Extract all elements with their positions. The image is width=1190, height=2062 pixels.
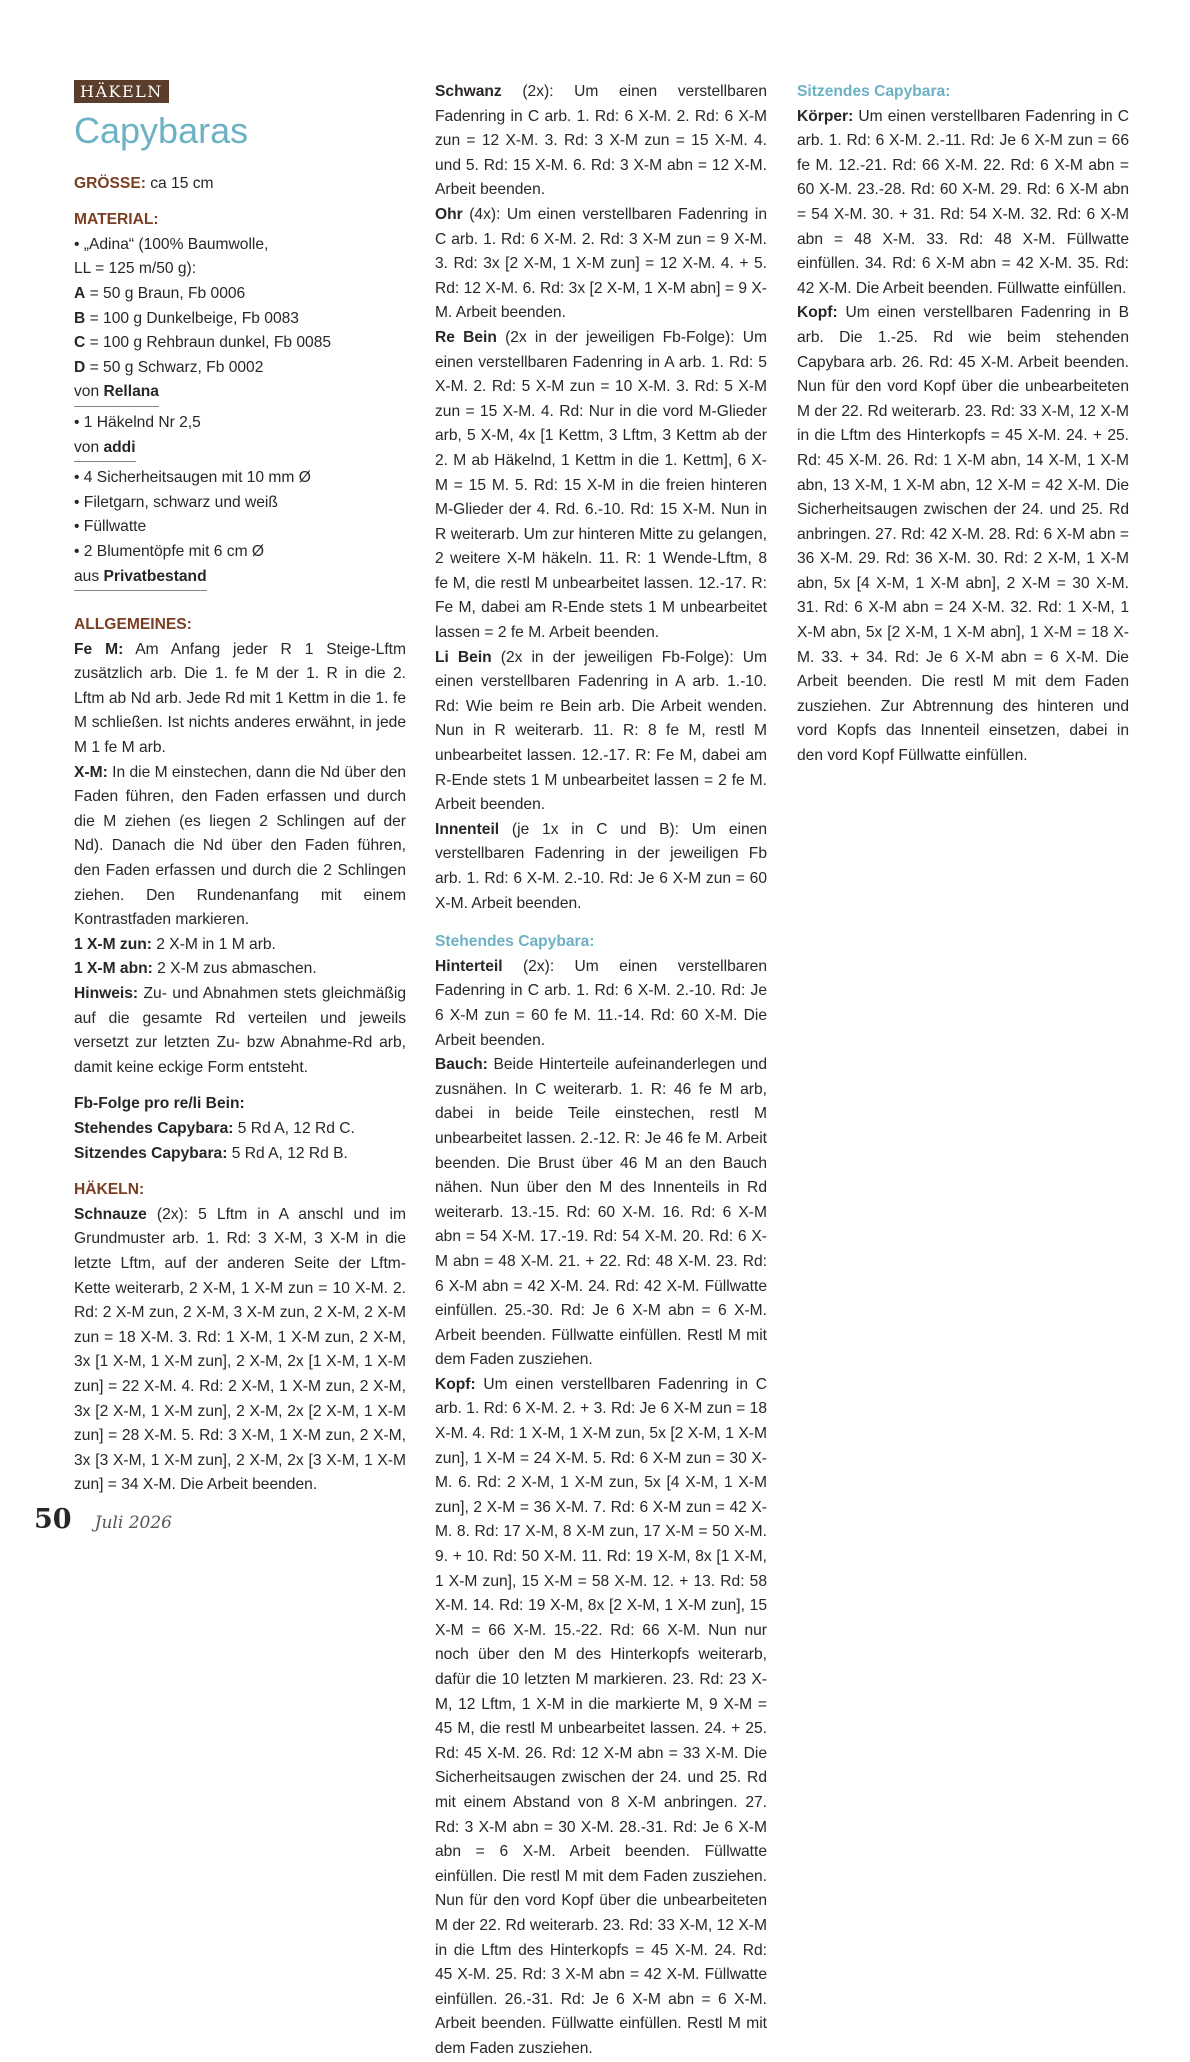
sitting-head-paragraph: Kopf: Um einen verstellbaren Fadenring in B arb. Die 1.-25. Rd wie beim stehenden Capybara arb. 26. Rd: 45 X-M. Arbeit beenden. Nun für den vord Kopf über die unbearbeiteten M der 22. Rd weiterarb. 23. Rd: 33 X-M, 12 X-M in die Lftm des Hinterkopfs = 45 X-M. 24. + 25. Rd: 45 X-M. 26. Rd: 1 X-M abn, 14 X-M, 1 X-M abn, 13 X-M, 1 X-M abn, 12 X-M = 42 X-M. Die Sicherheitsaugen zwischen der 24. und 25. Rd anbringen. 27. Rd: 42 X-M. 28. Rd: 6 X-M abn = 36 X-M. 29. Rd: 36 X-M. 30. Rd: 2 X-M, 1 X-M abn, 5x [4 X-M, 1 X-M abn], 2 X-M = 30 X-M. 31. Rd: 6 X-M abn = 24 X-M. 32. Rd: 1 X-M, 1 X-M abn, 5x [2 X-M, 1 X-M abn], 1 X-M = 18 X-M. 33. + 34. Rd: Je 6 X-M abn = 6 X-M. Die Arbeit beenden. Die restl M mit dem Faden zusziehen. Zur Abtrennung des hinteren und vord Kopfs das Innenteil einsetzen, dabei in den vord Kopf Füllwatte einfüllen. [797,304,1129,765]
sitting-heading: Sitzendes Capybara: [797,83,951,100]
color-d: D = 50 g Schwarz, Fb 0002 [74,358,264,376]
yarn-line-2: LL = 125 m/50 g): [74,260,197,278]
page-footer [34,1504,172,1535]
color-a: A = 50 g Braun, Fb 0006 [74,284,246,302]
hint-paragraph: Hinweis: Zu- und Abnahmen stets gleichmäßig auf die gesamte Rd verteilen und jeweils versetzt zur letzten Zu- bzw Abnahme-Rd arb, damit keine eckige Form entsteht. [74,985,406,1076]
extra-item: • Füllwatte [74,518,147,536]
size-line [74,172,406,197]
right-leg-paragraph: Re Bein (2x in der jeweiligen Fb-Folge): Um einen verstellbaren Fadenring in A arb. 1. Rd: 5 X-M. 2. Rd: 5 X-M zun = 10 X-M. 3. Rd: 5 X-M zun = 15 X-M. 4. Rd: Nur in die vord M-Glieder arb, 5 X-M, 4x [1 Kettm, 3 Lftm, 3 Kettm ab der 2. M ab Häkelnd, 1 Kettm in die 1. Kettm], 6 X-M = 15 M. 5. Rd: 15 X-M in die freien hinteren M-Glieder der 4. Rd. 6.-10. Rd: 15 X-M. Nun in R weiterarb. Um zur hinteren Mitte zu gelangen, 2 weitere X-M häkeln. 11. R: 1 Wende-Lftm, 8 fe M, die restl M unbearbeitet lassen. 12.-17. R: Fe M, dabei am R-Ende stets 1 M unbearbeitet lassen = 2 fe M. Arbeit beenden. [435,328,767,642]
column-middle [435,80,767,2062]
xm-paragraph: X-M: In die M einstechen, dann die Nd über den Faden führen, den Faden erfassen und durch die M ziehen (es liegen 2 Schlingen auf der Nd). Danach die Nd über den Faden führen, den Faden erfassen und durch die 2 Schlingen ziehen. Den Rundenanfang mit einem Kontrastfaden markieren. [74,763,406,929]
page-title: Capybaras [74,109,249,151]
hook-brand: addi [103,438,136,456]
hook-brand-line: von addi [74,436,406,467]
color-b: B = 100 g Dunkelbeige, Fb 0083 [74,309,299,327]
issue-date: Juli 2026 [94,1513,172,1533]
standing-heading: Stehendes Capybara: [435,933,595,951]
fem-paragraph: Fe M: Am Anfang jeder R 1 Steige-Lftm zusätzlich arb. Die 1. fe M der 1. R in die 2. Lftm ab Nd arb. Jede Rd mit 1 Kettm in die 1. fe M schließen. Ist nichts anderes erwähnt, in jede M 1 fe M arb. [74,640,406,757]
sitting-sequence: Sitzendes Capybara: 5 Rd A, 12 Rd B. [74,1144,348,1162]
page-number: 50 [34,1504,72,1535]
ear-paragraph: Ohr (4x): Um einen verstellbaren Fadenring in C arb. 1. Rd: 6 X-M. 2. Rd: 3 X-M zun = 9 X-M. 3. Rd: 3x [2 X-M, 1 X-M zun] = 12 X-M. 4. + 5. Rd: 12 X-M. 6. Rd: 3x [2 X-M, 1 X-M abn] = 9 X-M. Arbeit beenden. [435,205,767,322]
section-kicker: HÄKELN [74,80,169,103]
tail-paragraph: Schwanz (2x): Um einen verstellbaren Fadenring in C arb. 1. Rd: 6 X-M. 2. Rd: 6 X-M zun = 12 X-M. 3. Rd: 3 X-M zun = 15 X-M. 4. und 5. Rd: 15 X-M. 6. Rd: 3 X-M abn = 12 X-M. Arbeit beenden. [435,83,767,199]
column-left [74,80,406,1498]
column-right [797,80,1129,769]
inc-paragraph: 1 X-M zun: 2 X-M in 1 M arb. [74,935,276,953]
extras-source: Privatbestand [103,567,207,585]
dec-paragraph: 1 X-M abn: 2 X-M zus abmaschen. [74,960,317,978]
left-leg-paragraph: Li Bein (2x in der jeweiligen Fb-Folge): Um einen verstellbaren Fadenring in A arb. 1.-10. Rd: Wie beim re Bein arb. Die Arbeit wenden. Nun in R weiterarb. 11. R: 8 fe M, restl M unbearbeitet lassen. 12.-17. R: Fe M, dabei am R-Ende stets 1 M unbearbeitet lassen = 2 fe M. Arbeit beenden. [435,648,767,814]
yarn-brand-line: von Rellana [74,380,406,411]
snout-paragraph: Schnauze (2x): 5 Lftm in A anschl und im Grundmuster arb. 1. Rd: 3 X-M, 3 X-M in die letzte Lftm, auf der anderen Seite der Lftm-Kette weiterarb, 2 X-M, 1 X-M zun = 10 X-M. 2. Rd: 2 X-M zun, 2 X-M, 3 X-M zun, 2 X-M, 2 X-M zun = 18 X-M. 3. Rd: 1 X-M, 1 X-M zun, 2 X-M, 3x [1 X-M, 1 X-M zun], 2 X-M, 2x [1 X-M, 1 X-M zun] = 22 X-M. 4. Rd: 2 X-M, 1 X-M zun, 2 X-M, 3x [2 X-M, 1 X-M zun], 2 X-M, 2x [2 X-M, 1 X-M zun] = 28 X-M. 5. Rd: 3 X-M, 1 X-M zun, 2 X-M, 3x [3 X-M, 1 X-M zun], 2 X-M, 2x [3 X-M, 1 X-M zun] = 34 X-M. Die Arbeit beenden. [74,1205,406,1494]
general-heading: ALLGEMEINES: [74,616,192,634]
size-label: GRÖSSE: [74,174,146,192]
standing-back-paragraph: Hinterteil (2x): Um einen verstellbaren Fadenring in C arb. 1. Rd: 6 X-M. 2.-10. Rd: Je 6 X-M zun = 60 fe M. 11.-14. Rd: 60 X-M. Die Arbeit beenden. [435,957,767,1049]
color-c: C = 100 g Rehbraun dunkel, Fb 0085 [74,334,332,352]
material-heading: MATERIAL: [74,211,159,229]
standing-head-paragraph: Kopf: Um einen verstellbaren Fadenring in C arb. 1. Rd: 6 X-M. 2. + 3. Rd: Je 6 X-M zun = 18 X-M. 4. Rd: 1 X-M, 1 X-M zun, 5x [2 X-M, 1 X-M zun], 1 X-M = 24 X-M. 5. Rd: 6 X-M zun = 30 X-M. 6. Rd: 2 X-M, 1 X-M zun, 5x [4 X-M, 1 X-M zun], 2 X-M = 36 X-M. 7. Rd: 6 X-M zun = 42 X-M. 8. Rd: 17 X-M, 8 X-M zun, 17 X-M = 50 X-M. 9. + 10. Rd: 50 X-M. 11. Rd: 19 X-M, 8x [1 X-M, 1 X-M zun], 15 X-M = 58 X-M. 12. + 13. Rd: 58 X-M. 14. Rd: 19 X-M, 8x [2 X-M, 1 X-M zun], 15 X-M = 66 X-M. 15.-22. Rd: 66 X-M. Nun nur noch über den M des Hinterkopfs weiterarb, dafür die 10 letzten M markieren. 23. Rd: 23 X-M, 12 Lftm, 1 X-M in die markierte M, 9 X-M = 45 M, die restl M unbearbeitet lassen. 24. + 25. Rd: 45 X-M. 26. Rd: 12 X-M abn = 33 X-M. Die Sicherheitsaugen zwischen der 24. und 25. Rd mit einem Abstand von 8 X-M anbringen. 27. Rd: 3 X-M abn = 30 X-M. 28.-31. Rd: Je 6 X-M abn = 6 X-M. Arbeit beenden. Füllwatte einfüllen. Die restl M mit dem Faden zusziehen. Nun für den vord Kopf über die unbearbeiteten M der 22. Rd weiterarb. 23. Rd: 33 X-M, 12 X-M in die Lftm des Hinterkopfs = 45 X-M. 24. Rd: 45 X-M. 25. Rd: 3 X-M abn = 42 X-M. Füllwatte einfüllen. 26.-31. Rd: Je 6 X-M abn = 6 X-M. Arbeit beenden. Füllwatte einfüllen. Restl M mit dem Faden zusziehen. [435,1375,767,2057]
crochet-heading: HÄKELN: [74,1181,145,1199]
hook-line: • 1 Häkelnd Nr 2,5 [74,413,201,431]
inner-paragraph: Innenteil (je 1x in C und B): Um einen verstellbaren Fadenring in der jeweiligen Fb arb. 1. Rd: 6 X-M. 2.-10. Rd: Je 6 X-M zun = 60 X-M. Arbeit beenden. [435,820,767,912]
yarn-brand: Rellana [103,383,159,401]
extras-source-line: aus Privatbestand [74,565,406,596]
extra-item: • Filetgarn, schwarz und weiß [74,493,278,511]
yarn-line-1: • „Adina“ (100% Baumwolle, [74,235,269,253]
standing-sequence: Stehendes Capybara: 5 Rd A, 12 Rd C. [74,1119,355,1137]
extra-item: • 4 Sicherheitsaugen mit 10 mm Ø [74,469,311,487]
sitting-body-paragraph: Körper: Um einen verstellbaren Fadenring in C arb. 1. Rd: 6 X-M. 2.-11. Rd: Je 6 X-M zun = 66 fe M. 12.-21. Rd: 66 X-M. 22. Rd: 6 X-M abn = 60 X-M. 23.-28. Rd: 60 X-M. 29. Rd: 6 X-M abn = 54 X-M. 30. + 31. Rd: 54 X-M. 32. Rd: 6 X-M abn = 48 X-M. 33. Rd: 48 X-M. Füllwatte einfüllen. 34. Rd: 6 X-M abn = 42 X-M. 35. Rd: 42 X-M. Die Arbeit beenden. Füllwatte einfüllen. [797,107,1129,297]
standing-belly-paragraph: Bauch: Beide Hinterteile aufeinanderlegen und zusnähen. In C weiterarb. 1. R: 46 fe M arb, dabei in beide Teile einstechen, restl M unbearbeitet lassen. 2.-12. R: Je 46 fe M. Arbeit beenden. Die Brust über 46 M an den Bauch nähen. Nun über den M des Innenteils in Rd weiterarb. 13.-15. Rd: 60 X-M. 16. Rd: 6 X-M abn = 54 X-M. 17.-19. Rd: 54 X-M. 20. Rd: 6 X-M abn = 48 X-M. 21. + 22. Rd: 48 X-M. 23. Rd: 6 X-M abn = 42 X-M. 24. Rd: 42 X-M. Füllwatte einfüllen. 25.-30. Rd: Je 6 X-M abn = 6 X-M. Arbeit beenden. Füllwatte einfüllen. Restl M mit dem Faden zusziehen. [435,1056,767,1369]
extra-item: • 2 Blumentöpfe mit 6 cm Ø [74,542,265,560]
color-sequence-heading: Fb-Folge pro re/li Bein: [74,1095,245,1113]
size-value: ca 15 cm [145,174,214,192]
